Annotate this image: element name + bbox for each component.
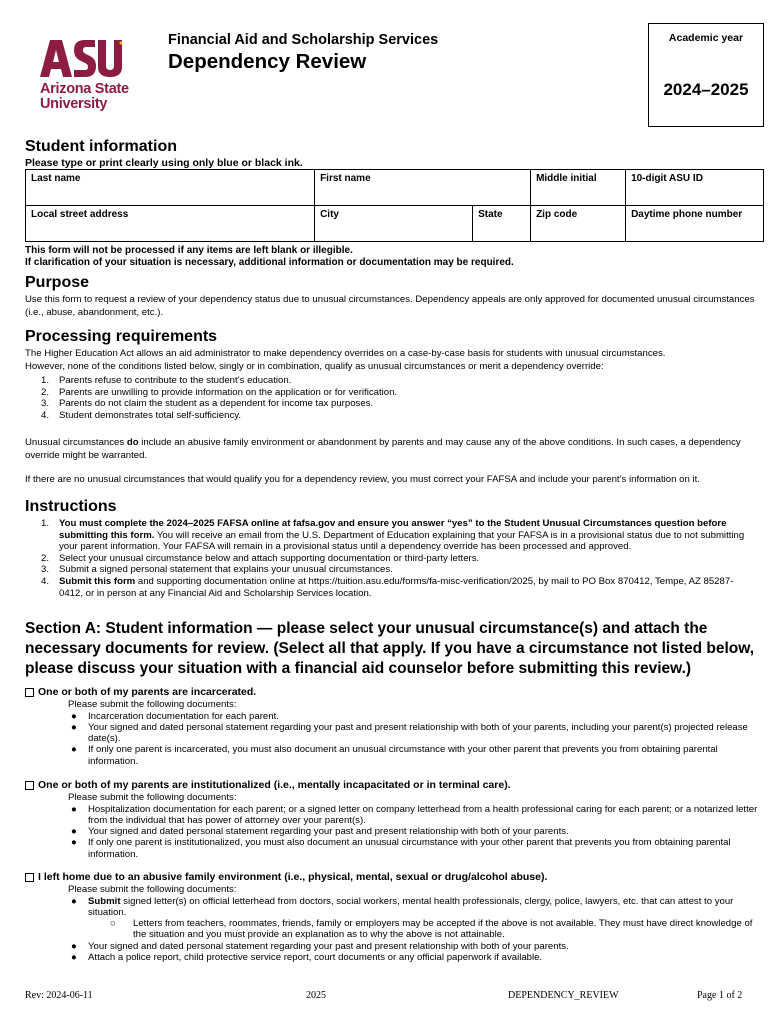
list-item: ● Your signed and dated personal statement regarding your past and present relationship with both of your parents, including your parent(s) projected release date(s). <box>71 721 748 745</box>
phone-field[interactable]: Daytime phone number <box>626 206 764 242</box>
incarcerated-checkbox[interactable] <box>25 688 34 697</box>
form-title: Dependency Review <box>168 50 367 73</box>
unusual-circumstances-text: Unusual circumstances do include an abusive family environment or abandonment by parents and may cause any of the above conditions. In such cases, a dependency override might be warranted. <box>25 437 741 461</box>
list-item: ● Attach a police report, child protective service report, court documents or any official paperwork if available. <box>71 952 543 964</box>
circumstance-abusive-environment <box>25 872 760 963</box>
purpose-text: Use this form to request a review of your dependency status due to unusual circumstances. Dependency appeals are only approved for documented unusual circumstances (i.e., abuse, abandonment, etc.). <box>25 294 755 318</box>
last-name-field[interactable]: Last name <box>26 170 315 206</box>
academic-year-label: Academic year <box>668 32 744 44</box>
abuse-label: I left home due to an abusive family environment (i.e., physical, mental, sexual or drug/alcohol abuse). <box>38 871 548 883</box>
first-name-field[interactable]: First name <box>315 170 531 206</box>
blank-warning: This form will not be processed if any items are left blank or illegible. <box>25 245 353 256</box>
instructions-heading: Instructions <box>25 498 117 515</box>
student-info-heading: Student information <box>25 138 177 155</box>
list-item: ● Your signed and dated personal statement regarding your past and present relationship with both of your parents. <box>71 940 569 952</box>
no-unusual-text: If there are no unusual circumstances that would qualify you for a dependency review, you must correct your FAFSA and include your parent’s information on it. <box>25 474 700 485</box>
submit-docs-label: Please submit the following documents: <box>68 699 237 711</box>
list-item: ● Submit signed letter(s) on official letterhead from doctors, social workers, mental health professionals, clergy, police, lawyers, etc. that can attest to your situation. <box>71 895 734 918</box>
logo-line-2: University <box>40 96 108 112</box>
middle-initial-field[interactable]: Middle initial <box>531 170 626 206</box>
page-number: Page 1 of 2 <box>697 990 743 1001</box>
list-item: ● If only one parent is institutionalized, you must also document an unusual circumstance with your other parent that prevents you from obtaining parental information. <box>71 837 731 860</box>
office-name: Financial Aid and Scholarship Services <box>168 32 439 48</box>
student-info-table <box>25 169 764 242</box>
clarification-warning: If clarification of your situation is necessary, additional information or documentation may be required. <box>25 257 514 268</box>
academic-year-box <box>648 23 764 127</box>
processing-intro-1: The Higher Education Act allows an aid administrator to make dependency overrides on a case-by-case basis for students with unusual circumstances. <box>25 348 666 359</box>
ink-instruction: Please type or print clearly using only blue or black ink. <box>25 157 303 169</box>
list-item: 1. You must complete the 2024–2025 FAFSA online at fafsa.gov and ensure you answer “yes” to the Student Unusual Circumstances question before submitting this form. You will receive an email from the U.S. Department of Education explaining that your FAFSA is in a provisional status due to not submitting your parent information. Your FAFSA will remain in a provisional status until a dependency override has been processed and approved. <box>40 518 745 553</box>
list-item: 2. Select your unusual circumstance below and attach supporting documentation or third-party letters. <box>40 552 480 564</box>
instructions-list <box>25 518 755 599</box>
abuse-checkbox[interactable] <box>25 873 34 882</box>
list-item: 2. Parents are unwilling to provide information on the application or for verification. <box>40 386 398 398</box>
list-item: 3. Parents do not claim the student as a dependent for income tax purposes. <box>40 398 374 409</box>
city-field[interactable]: City <box>315 206 473 242</box>
academic-year-value: 2024–2025 <box>663 80 749 99</box>
institutionalized-label: One or both of my parents are institutionalized (i.e., mentally incapacitated or in terminal care). <box>38 779 511 791</box>
processing-heading: Processing requirements <box>25 328 218 345</box>
list-item: 4. Submit this form and supporting documentation online at https://tuition.asu.edu/forms/fa-misc-verification/2025, by mail to PO Box 870412, Tempe, AZ 85287-0412, or in person at any Financial Aid and Scholarship Services location. <box>40 575 734 599</box>
list-item: ● If only one parent is incarcerated, you must also document an unusual circumstance with your other parent that prevents you from obtaining parental information. <box>71 744 718 767</box>
institutionalized-checkbox[interactable] <box>25 781 34 790</box>
state-field[interactable]: State <box>473 206 531 242</box>
asu-logo <box>40 40 150 112</box>
circumstance-institutionalized <box>25 780 760 860</box>
submit-docs-label: Please submit the following documents: <box>68 884 237 896</box>
list-item: 1. Parents refuse to contribute to the student’s education. <box>40 375 292 386</box>
incarcerated-label: One or both of my parents are incarcerated. <box>38 686 257 698</box>
non-qualifying-list <box>25 375 755 421</box>
form-code: DEPENDENCY_REVIEW <box>508 990 619 1001</box>
list-item: ● Incarceration documentation for each parent. <box>71 710 279 722</box>
logo-line-1: Arizona State <box>40 81 129 97</box>
processing-intro-2: However, none of the conditions listed below, singly or in combination, qualify as unusual circumstances or merit a dependency override: <box>25 361 604 372</box>
zip-code-field[interactable]: Zip code <box>531 206 626 242</box>
revision-date: Rev: 2024-06-11 <box>25 990 93 1001</box>
sub-list-item: ○ Letters from teachers, roommates, friends, family or employers may be accepted if the above is not available. They must have direct knowledge of the situation and you must provide an explanation as to why the above is not attainable. <box>110 918 753 941</box>
list-item: ● Your signed and dated personal statement regarding your past and present relationship with both of your parents. <box>71 826 569 838</box>
section-a-heading: Section A: Student information — please select your unusual circumstance(s) and attach the necessary documents for review. (Select all that apply. If you have a circumstance not listed below, please discuss your situation with a financial aid counselor before submitting this review.) <box>25 620 755 677</box>
circumstance-incarcerated <box>25 687 760 767</box>
submit-docs-label: Please submit the following documents: <box>68 792 237 804</box>
purpose-heading: Purpose <box>25 274 90 291</box>
footer-year: 2025 <box>306 990 326 1001</box>
list-item: ● Hospitalization documentation for each parent; or a signed letter on company letterhead from a health professional caring for each parent; or a notarized letter from the individual that has power of attorney over your parent(s). <box>71 803 758 826</box>
logo-wordmark <box>40 82 150 112</box>
street-address-field[interactable]: Local street address <box>26 206 315 242</box>
asu-id-field[interactable]: 10-digit ASU ID <box>626 170 764 206</box>
list-item: 3. Submit a signed personal statement that explains your unusual circumstances. <box>40 564 393 576</box>
list-item: 4. Student demonstrates total self-sufficiency. <box>40 409 242 421</box>
asu-logo-mark <box>40 40 124 78</box>
